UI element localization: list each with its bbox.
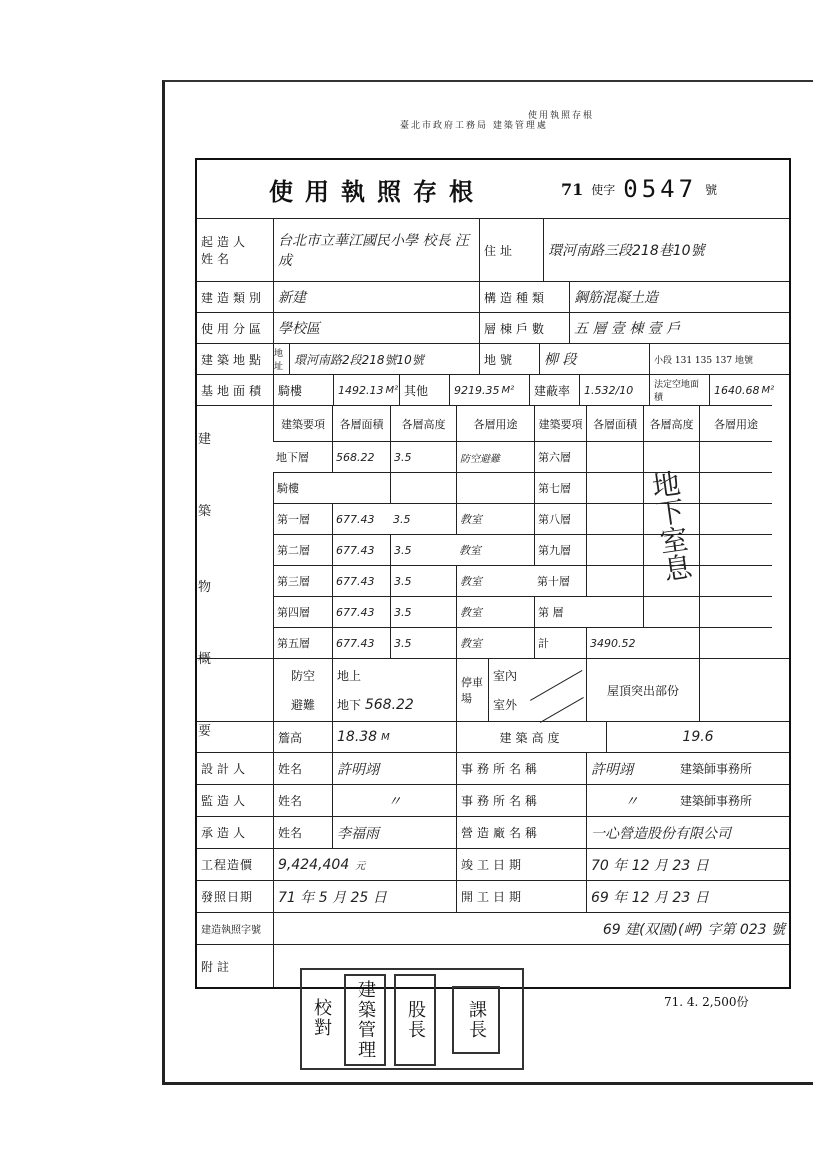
stamp-section-chief: 股長: [394, 974, 436, 1066]
contractor-name: 李福雨: [332, 817, 456, 848]
header-stamp-left: 臺北市政府工務局 建築管理處: [400, 121, 548, 131]
floor-name: 第二層: [273, 534, 332, 565]
floor-header-item: 建築要項: [273, 405, 332, 441]
floor-area: 677.43: [332, 627, 390, 658]
shelter-row: [197, 658, 789, 721]
supervisor-label: 監造人: [201, 794, 250, 808]
title-row: [197, 160, 789, 218]
floor-name-r: 計: [534, 627, 586, 658]
designer-label: 設計人: [201, 762, 250, 776]
floor-header-item-r: 建築要項: [534, 405, 586, 441]
floor-area-r: 3490.52: [586, 627, 643, 658]
coverage-value: 1.532/10: [579, 375, 649, 405]
company-label: 營造廠名稱: [456, 817, 586, 848]
floor-use: 防空避難: [456, 441, 534, 472]
coverage-label: 建蔽率: [529, 375, 579, 405]
floor-use: 教室: [456, 565, 534, 596]
contractor-row: [197, 816, 789, 848]
floor-height: 3.5: [390, 565, 456, 596]
complete-value: 70 年 12 月 23 日: [586, 849, 789, 880]
lot-value: 柳 段: [539, 344, 649, 374]
cost-unit: 元: [355, 861, 366, 872]
floor-height-r: [643, 441, 699, 472]
floor-use-r: [699, 596, 772, 627]
floor-use-r: [699, 503, 772, 534]
permit-number-area: [557, 160, 789, 218]
floor-height: [390, 472, 456, 503]
company-value: 一心營造股份有限公司: [586, 817, 789, 848]
eave-value-text: 18.38: [337, 729, 378, 745]
parking-label: 停車場: [456, 659, 488, 721]
floor-area-r: [586, 441, 643, 472]
site-label: 建築地點: [201, 352, 266, 367]
other-value-text: 9219.35: [454, 383, 500, 397]
complete-label: 竣工日期: [456, 849, 586, 880]
floor-name: 第四層: [273, 596, 332, 627]
vacant-value: [709, 375, 789, 405]
floor-header-height: 各層高度: [390, 405, 456, 441]
vacant-label: 法定空地面積: [649, 375, 709, 405]
parking-indoor: 室內: [493, 669, 518, 683]
bldg-height-label: 建築高度: [456, 722, 606, 752]
structure-value: 鋼筋混凝土造: [569, 282, 789, 312]
floor-name: 地下層: [273, 441, 332, 472]
designer-office-suffix: 建築師事務所: [680, 762, 753, 776]
permit-prefix: 使字: [591, 182, 616, 197]
area-row: [197, 374, 789, 405]
floor-header-area-r: 各層面積: [586, 405, 643, 441]
type-row: [197, 281, 789, 312]
site-sub: 地址: [273, 344, 289, 374]
issue-label: 發照日期: [201, 890, 254, 904]
vacant-value-text: 1640.68: [714, 383, 760, 397]
height-row: [197, 721, 789, 752]
side-label-4: 概: [198, 652, 212, 667]
designer-name-label: 姓名: [273, 753, 332, 784]
side-label-2: 築: [198, 504, 212, 519]
permit-suffix: 號: [705, 182, 718, 197]
eave-value: [332, 722, 456, 752]
applicant-value: 台北市立華江國民小學 校長 汪成: [273, 219, 479, 281]
contractor-name-label: 姓名: [273, 817, 332, 848]
shelter-label-1: 防空: [290, 669, 315, 683]
parking-outdoor: 室外: [493, 698, 518, 712]
floors-table: [197, 405, 789, 658]
shelter-below-wrap: [337, 696, 414, 713]
shelter-below: 地下: [337, 698, 362, 712]
designer-row: [197, 752, 789, 784]
cost-value: [273, 849, 456, 880]
floor-area: 677.43: [332, 565, 390, 596]
shelter-side: [197, 659, 273, 721]
floor-header-area: 各層面積: [332, 405, 390, 441]
floor-area: 677.43: [332, 596, 390, 627]
shelter-values: [332, 659, 456, 721]
floor-name-r: 第九層: [534, 534, 586, 565]
permit-number: 0547: [623, 175, 698, 203]
designer-name: 許明翊: [332, 753, 456, 784]
notes-label: 附註: [201, 959, 234, 974]
applicant-label: 起造人 姓名: [201, 235, 250, 266]
floor-height: 3.5: [390, 503, 456, 534]
floor-use: 教室: [456, 596, 534, 627]
site-row: [197, 343, 789, 374]
supervisor-office-label: 事務所名稱: [456, 785, 586, 816]
floor-name-r: 第七層: [534, 472, 586, 503]
floor-height-r: [643, 596, 699, 627]
eave-label: 簷高: [273, 722, 332, 752]
supervisor-office-suffix: 建築師事務所: [680, 794, 753, 808]
permit-form: [195, 158, 791, 989]
floor-area-r: [586, 472, 643, 503]
floor-height-r: [643, 627, 699, 658]
floor-area-r: [586, 503, 643, 534]
floor-name: 騎樓: [273, 472, 332, 503]
other-unit: M²: [501, 384, 515, 396]
start-label: 開工日期: [456, 881, 586, 912]
floors-count-value: 五 層 壹 棟 壹 戶: [569, 313, 789, 343]
floor-use-r: [699, 565, 772, 596]
side-label-5: 要: [198, 724, 212, 739]
shelter-below-value: 568.22: [364, 697, 414, 713]
address-label: 住址: [479, 219, 543, 281]
floor-area-r: [586, 596, 643, 627]
floor-height: 3.5: [390, 441, 456, 472]
applicant-row: [197, 218, 789, 281]
shelter-labels: [273, 659, 332, 721]
building-type-value: 新建: [273, 282, 479, 312]
cost-label: 工程造價: [201, 858, 254, 872]
floor-use: [456, 472, 534, 503]
roof-value: [699, 659, 769, 721]
floor-area: [332, 472, 390, 503]
floor-area: 677.43: [332, 534, 390, 565]
parking-values: [488, 659, 586, 721]
address-value: 環河南路三段218巷10號: [543, 219, 789, 281]
supervisor-name: 〃: [332, 785, 456, 816]
stamp-building: 建築管理: [344, 974, 386, 1066]
floor-use: 教室: [456, 534, 534, 565]
floor-name: 第一層: [273, 503, 332, 534]
floor-name-r: 第八層: [534, 503, 586, 534]
floor-area-r: [586, 565, 643, 596]
building-type-label: 建造類別: [201, 290, 266, 305]
cost-value-text: 9,424,404: [278, 856, 350, 873]
floor-area: 568.22: [332, 441, 390, 472]
floor-header-use-r: 各層用途: [699, 405, 772, 441]
floor-height: 3.5: [390, 596, 456, 627]
header-stamp-right: 使用執照存根: [528, 111, 595, 121]
form-title: 使用執照存根: [269, 176, 485, 206]
supervisor-office: 〃: [586, 785, 676, 816]
start-value: 69 年 12 月 23 日: [586, 881, 789, 912]
approval-stamps: [300, 968, 524, 1070]
lot-label: 地號: [479, 344, 539, 374]
floor-name-r: 第十層: [534, 565, 586, 596]
floor-use-r: [699, 627, 772, 658]
zone-value: 學校區: [273, 313, 479, 343]
floor-area-r: [586, 534, 643, 565]
side-label-3: 物: [198, 580, 212, 595]
shelter-label-2: 避難: [290, 698, 315, 712]
other-value: [449, 375, 529, 405]
floor-header-use: 各層用途: [456, 405, 534, 441]
roof-label: 屋頂突出部份: [586, 659, 699, 721]
arcade-value-text: 1492.13: [338, 383, 384, 397]
floor-area: 677.43: [332, 503, 390, 534]
designer-office-label: 事務所名稱: [456, 753, 586, 784]
cost-row: [197, 848, 789, 880]
floor-name-r: 第六層: [534, 441, 586, 472]
floors-count-label: 層棟戶數: [479, 313, 569, 343]
designer-office: 許明翊: [586, 753, 676, 784]
shelter-above: 地上: [337, 669, 362, 683]
floor-use-r: [699, 534, 772, 565]
permit-year: 71: [561, 179, 584, 199]
floor-name: 第五層: [273, 627, 332, 658]
vacant-unit: M²: [761, 384, 775, 396]
floor-use: 教室: [456, 503, 534, 534]
floor-name: 第三層: [273, 565, 332, 596]
issue-row: [197, 880, 789, 912]
zone-row: [197, 312, 789, 343]
supervisor-row: [197, 784, 789, 816]
issue-value: 71 年 5 月 25 日: [273, 881, 456, 912]
area-label: 基地面積: [201, 383, 266, 398]
contractor-label: 承造人: [201, 826, 250, 840]
print-info: 71. 4. 2,500份: [664, 995, 749, 1009]
stamp-director: 課長: [452, 986, 500, 1054]
side-label-1: 建: [198, 432, 212, 447]
floor-use-r: [699, 472, 772, 503]
floor-name-r: 第 層: [534, 596, 586, 627]
stamp-check: 校對: [311, 998, 332, 1038]
permit-value: 69 建(双園)(岬) 字第 023 號: [273, 913, 789, 944]
supervisor-name-label: 姓名: [273, 785, 332, 816]
permit-row: [197, 912, 789, 944]
bldg-height-value: 19.6: [606, 722, 789, 752]
floor-use-r: [699, 441, 772, 472]
floor-height: 3.5: [390, 534, 456, 565]
arcade-unit: M²: [385, 384, 399, 396]
eave-unit: M: [381, 731, 390, 743]
permit-label: 建造執照字號: [201, 925, 261, 936]
floor-height: 3.5: [390, 627, 456, 658]
arcade-label: 騎樓: [273, 375, 333, 405]
lot-small: 小段 131 135 137 地號: [649, 344, 789, 374]
site-value: 環河南路2段218號10號: [289, 344, 479, 374]
margin-handnote: 地下室息: [646, 468, 695, 584]
other-label: 其他: [399, 375, 449, 405]
floor-header-height-r: 各層高度: [643, 405, 699, 441]
arcade-value: [333, 375, 399, 405]
zone-label: 使用分區: [201, 321, 266, 336]
floor-use: 教室: [456, 627, 534, 658]
structure-label: 構造種類: [479, 282, 569, 312]
